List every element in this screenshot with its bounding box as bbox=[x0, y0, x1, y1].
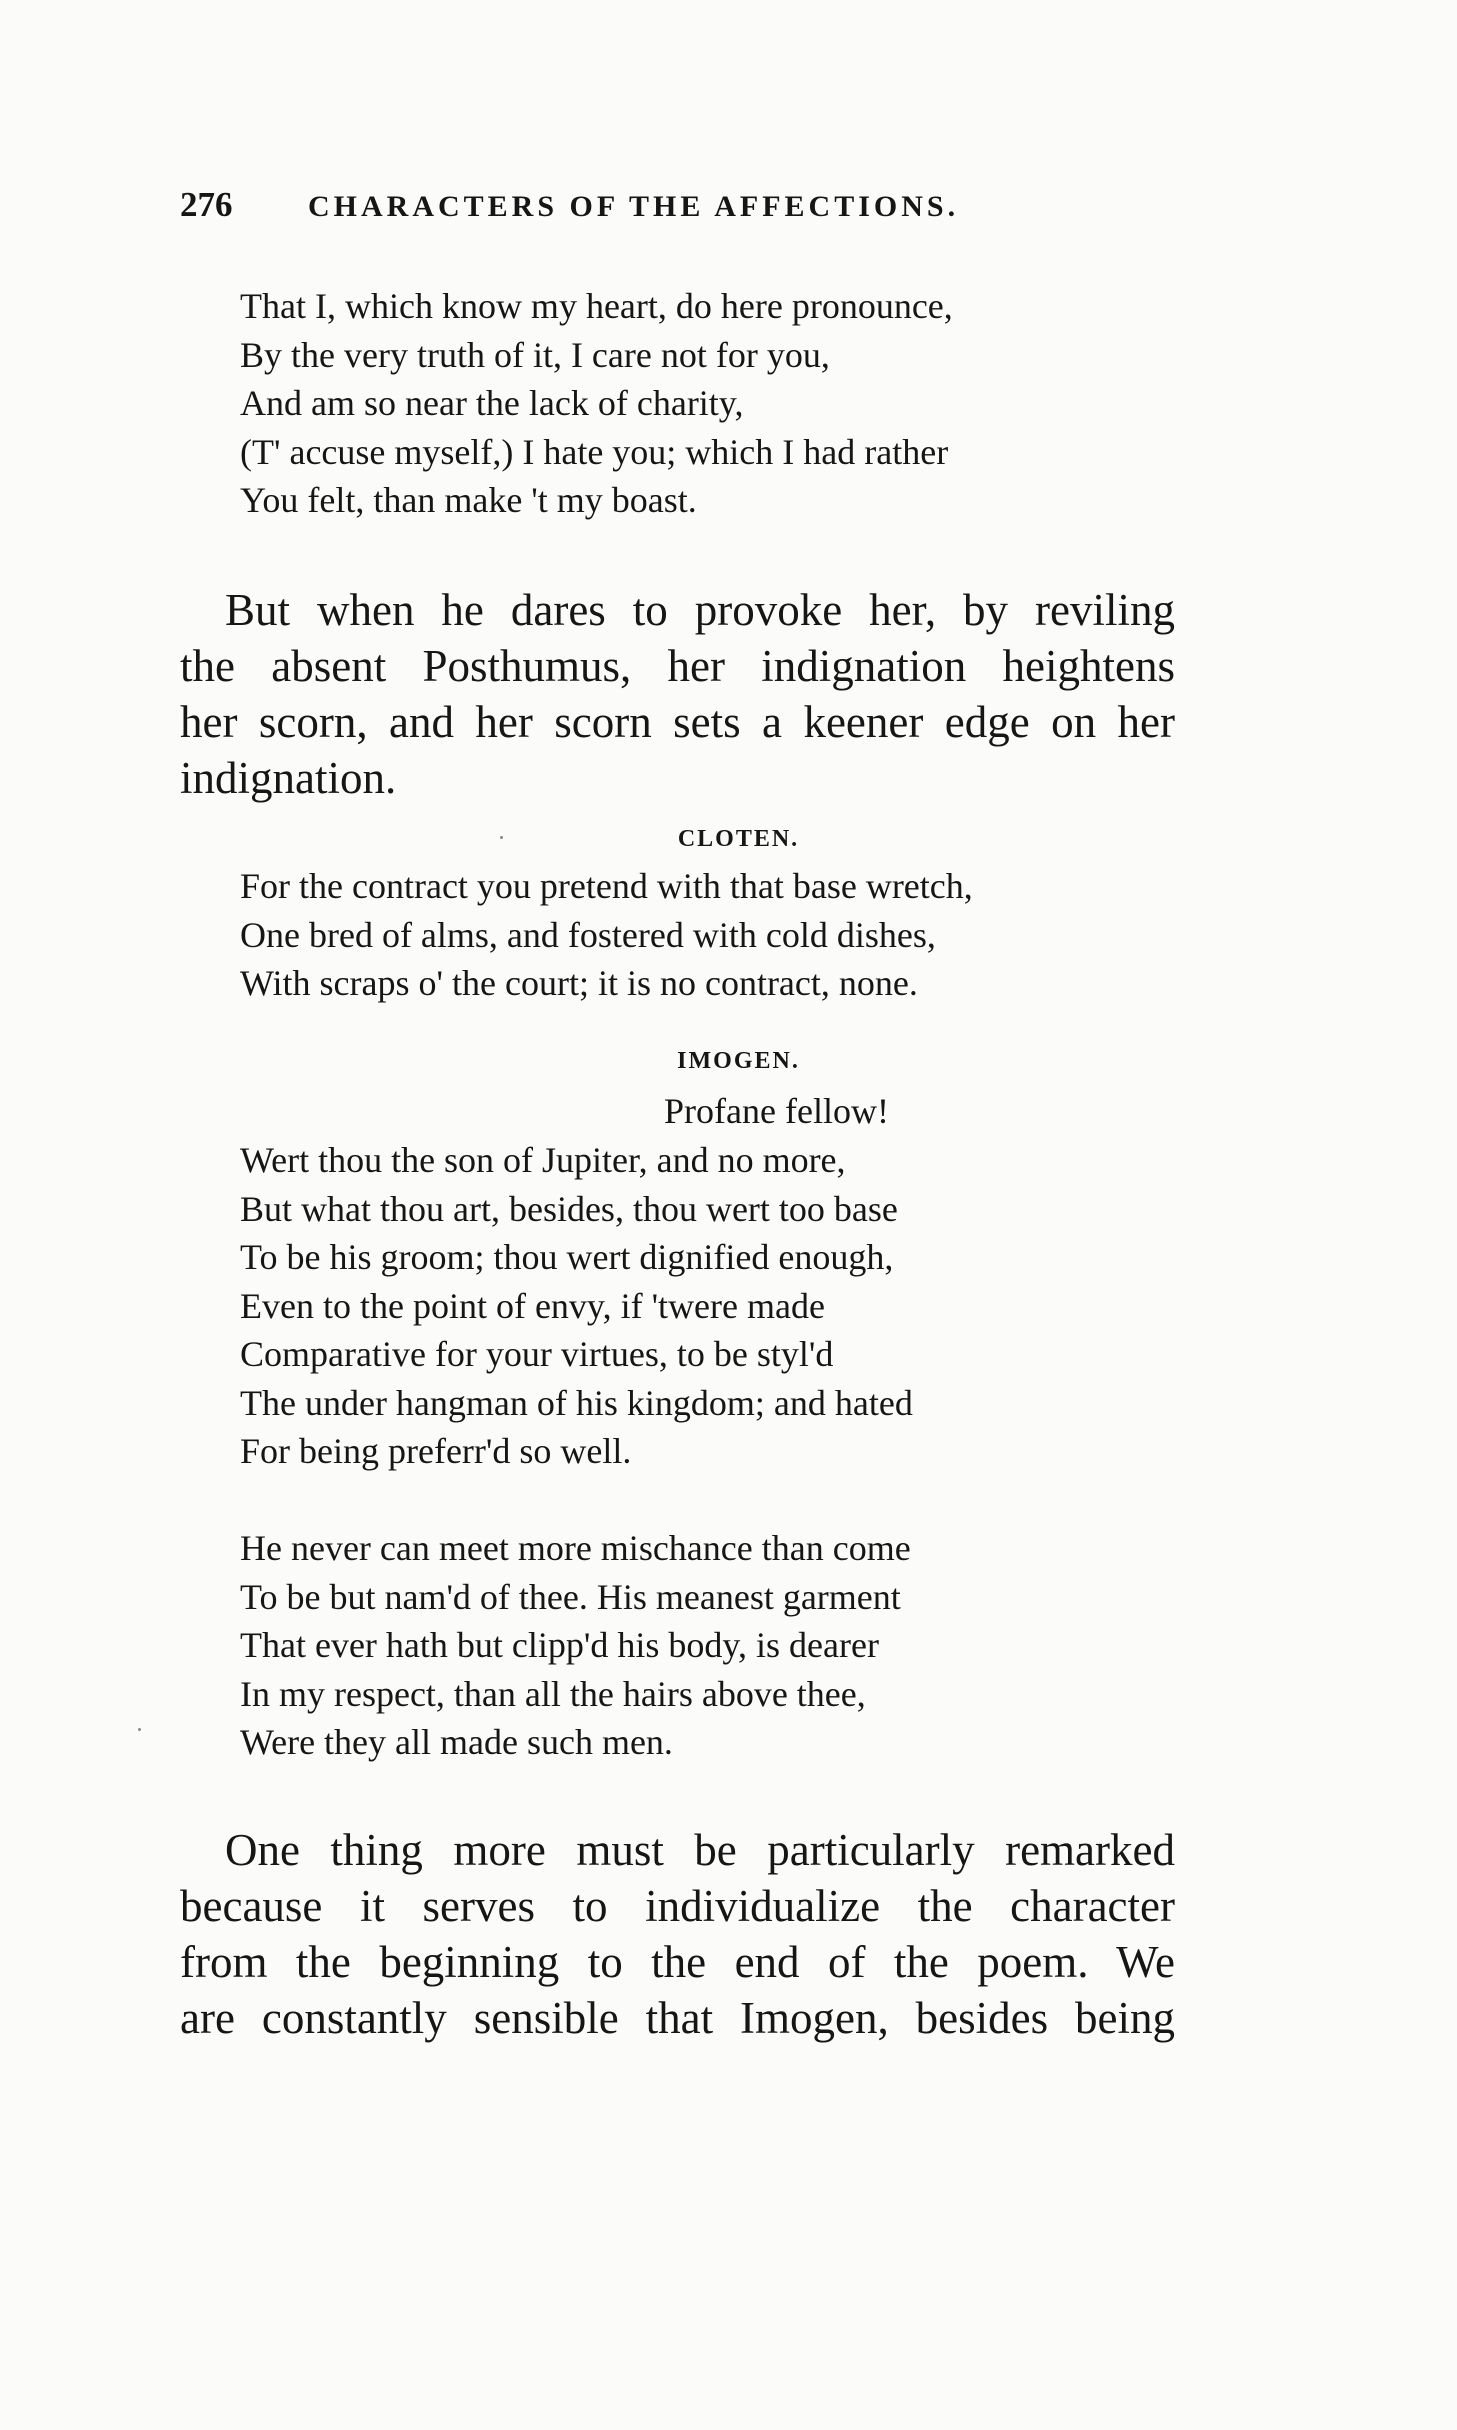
paper-speck bbox=[138, 1728, 141, 1731]
verse-line: But what thou art, besides, thou wert too base bbox=[240, 1188, 898, 1229]
speaker-name-imogen: IMOGEN. bbox=[677, 1048, 800, 1074]
verse-line: He never can meet more mischance than come bbox=[240, 1528, 911, 1568]
prose-line: from the beginning to the end of the poem. We bbox=[180, 1937, 1175, 1987]
prose-line: indignation. bbox=[180, 753, 397, 803]
verse-block-3 bbox=[240, 1136, 913, 1476]
page-number: 276 bbox=[180, 185, 233, 224]
verse-line: Even to the point of envy, if 'twere made bbox=[240, 1285, 825, 1326]
verse-line: Wert thou the son of Jupiter, and no more, bbox=[240, 1140, 846, 1180]
verse-line: For being preferr'd so well. bbox=[240, 1431, 632, 1471]
prose-line: One thing more must be particularly remarked bbox=[225, 1825, 1175, 1875]
speaker-name-cloten: CLOTEN. bbox=[677, 826, 800, 852]
prose-line: her scorn, and her scorn sets a keener edge on her bbox=[180, 697, 1175, 747]
verse-line: Comparative for your virtues, to be styl'd bbox=[240, 1334, 834, 1374]
verse-block-2 bbox=[240, 862, 973, 1008]
running-title: CHARACTERS OF THE AFFECTIONS. bbox=[308, 190, 960, 223]
verse-line: In my respect, than all the hairs above thee, bbox=[240, 1673, 866, 1714]
verse-line: And am so near the lack of charity, bbox=[240, 383, 744, 423]
verse-line: By the very truth of it, I care not for you, bbox=[240, 334, 830, 375]
verse-line: With scraps o' the court; it is no contract, none. bbox=[240, 963, 918, 1003]
verse-line: One bred of alms, and fostered with cold dishes, bbox=[240, 914, 936, 955]
verse-line: To be his groom; thou wert dignified enough, bbox=[240, 1237, 894, 1277]
verse-line: That I, which know my heart, do here pronounce, bbox=[240, 286, 953, 326]
verse-line: (T' accuse myself,) I hate you; which I had rather bbox=[240, 431, 949, 472]
imogen-first-line: Profane fellow! bbox=[664, 1091, 889, 1131]
paper-speck bbox=[500, 836, 503, 839]
verse-line: To be but nam'd of thee. His meanest garment bbox=[240, 1576, 901, 1617]
prose-line: because it serves to individualize the character bbox=[180, 1881, 1175, 1931]
verse-line: You felt, than make 't my boast. bbox=[240, 480, 697, 520]
prose-paragraph-1 bbox=[180, 582, 1175, 806]
verse-line: For the contract you pretend with that base wretch, bbox=[240, 866, 973, 906]
verse-line: Were they all made such men. bbox=[240, 1722, 673, 1762]
prose-line: are constantly sensible that Imogen, besides being bbox=[180, 1993, 1175, 2043]
page-header bbox=[180, 185, 1180, 235]
prose-line: the absent Posthumus, her indignation heightens bbox=[180, 641, 1175, 691]
verse-line: The under hangman of his kingdom; and hated bbox=[240, 1382, 913, 1423]
verse-line: That ever hath but clipp'd his body, is dearer bbox=[240, 1625, 879, 1665]
prose-paragraph-2 bbox=[180, 1822, 1175, 2046]
verse-block-4 bbox=[240, 1524, 911, 1767]
prose-line: But when he dares to provoke her, by reviling bbox=[225, 585, 1175, 635]
verse-block-1 bbox=[240, 282, 953, 525]
